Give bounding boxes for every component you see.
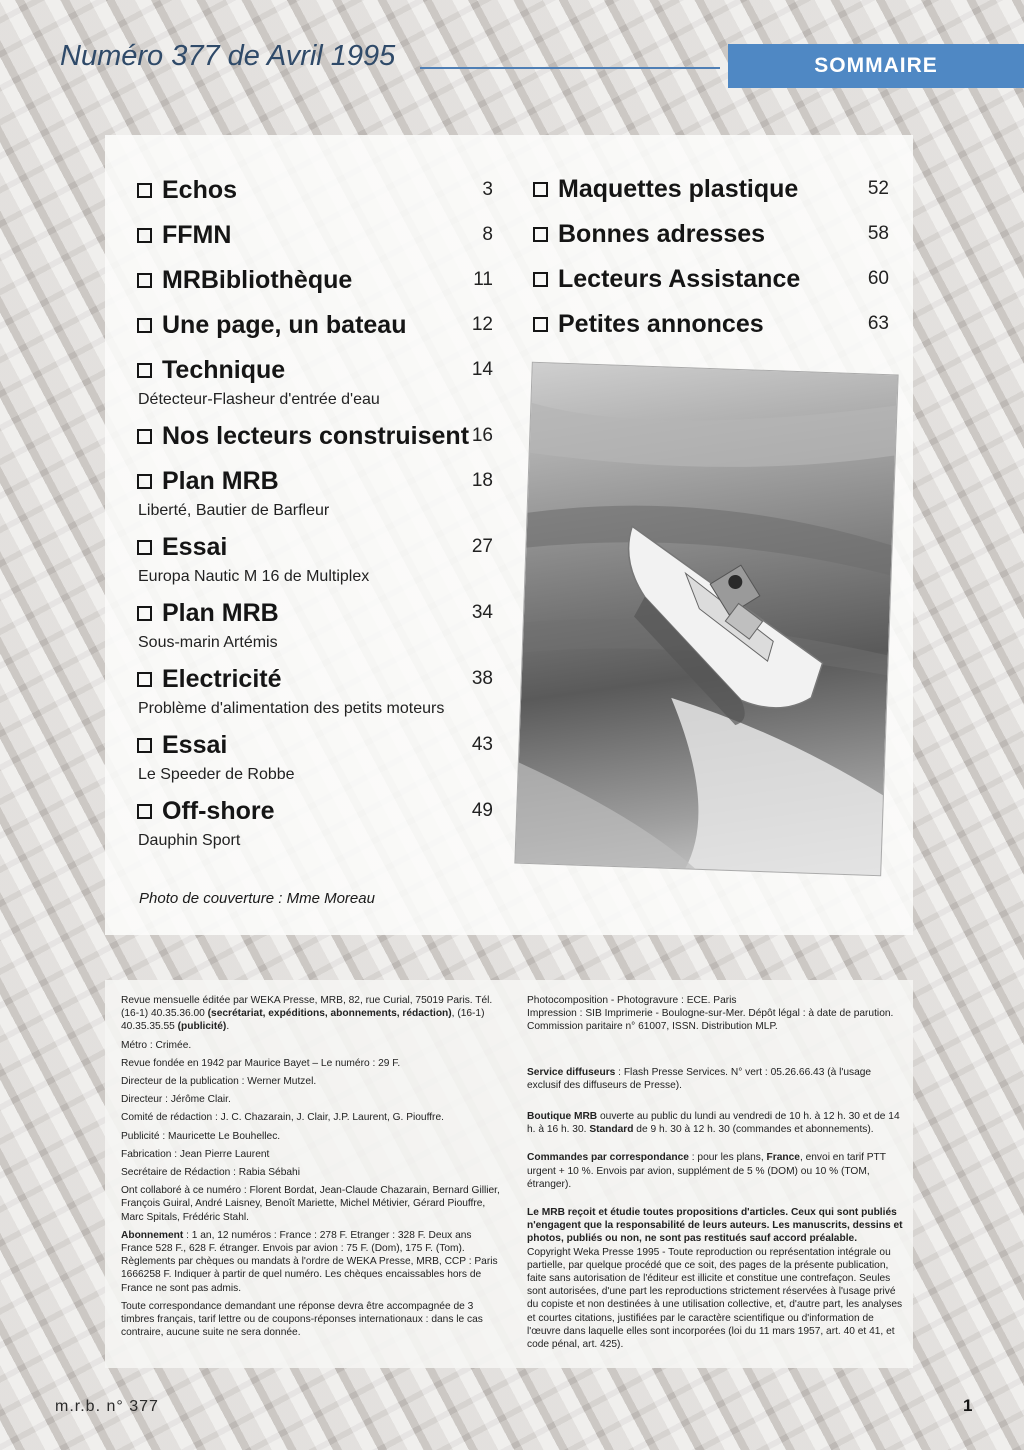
toc-entry-page: 8 (482, 224, 493, 245)
subscription-info: Abonnement : 1 an, 12 numéros : France : 278 F. Etranger : 328 F. Deux ans France 528 F., 628 F. étranger. Envois par avion : 75 F. (Dom), 175 F. (Tom). Règlements par chèques ou mandats à l'ordre de WEKA Presse, MRB, CCP : Paris 1666258 F. Indiquer à partir de quel numéro. Les chèques encaissables hors de France ne sont pas admis. (121, 1229, 498, 1294)
checkbox-icon (137, 273, 152, 288)
toc-entry-page: 18 (471, 470, 493, 491)
checkbox-icon (137, 429, 152, 444)
masthead-info (105, 980, 913, 1368)
toc-entry-essai-europa[interactable] (137, 532, 493, 586)
toc-entry-page: 34 (471, 602, 493, 623)
toc-entry-title: MRBibliothèque (162, 265, 353, 294)
toc-entry-title: Bonnes adresses (558, 219, 766, 248)
checkbox-icon (137, 672, 152, 687)
toc-entry-petites-annonces[interactable] (533, 309, 889, 339)
toc-entry-title: Lecteurs Assistance (558, 264, 801, 293)
toc-entry-title: FFMN (162, 220, 232, 249)
publication-director: Directeur de la publication : Werner Mutzel. (121, 1076, 317, 1088)
toc-entry-maquettes[interactable] (533, 174, 889, 204)
toc-entry-page: 38 (471, 668, 493, 689)
toc-entry-plan-mrb-artemis[interactable] (137, 598, 493, 652)
toc-entry-echos[interactable] (137, 175, 493, 205)
masthead-left-column (121, 994, 506, 1344)
toc-entry-page: 49 (471, 800, 493, 821)
toc-entry-title: Plan MRB (162, 466, 279, 495)
founded-info: Revue fondée en 1942 par Maurice Bayet – Le numéro : 29 F. (121, 1057, 401, 1069)
photo-credit: Photo de couverture : Mme Moreau (139, 890, 375, 907)
toc-entry-subtitle: Détecteur-Flasheur d'entrée d'eau (138, 391, 380, 408)
toc-entry-page: 52 (867, 178, 889, 199)
toc-entry-ffmn[interactable] (137, 220, 493, 250)
toc-entry-subtitle: Le Speeder de Robbe (138, 766, 295, 783)
toc-entry-page: 58 (867, 223, 889, 244)
toc-entry-title: Off-shore (162, 796, 275, 825)
checkbox-icon (533, 227, 548, 242)
toc-entry-page: 63 (867, 313, 889, 334)
toc-entry-technique[interactable] (137, 355, 493, 409)
toc-entry-page: 11 (473, 269, 493, 290)
checkbox-icon (533, 272, 548, 287)
checkbox-icon (137, 183, 152, 198)
toc-entry-subtitle: Europa Nautic M 16 de Multiplex (138, 568, 370, 585)
checkbox-icon (137, 363, 152, 378)
toc-entry-title: Maquettes plastique (558, 174, 799, 203)
issue-title: Numéro 377 de Avril 1995 (60, 40, 396, 72)
toc-entry-plan-mrb-liberte[interactable] (137, 466, 493, 520)
toc-entry-subtitle: Sous-marin Artémis (138, 634, 278, 651)
correspondence-info: Toute correspondance demandant une réponse devra être accompagnée de 3 timbres français, tarif lettre ou de coupons-réponses internationaux : dans le cas contraire, aucune suite ne sera donnée. (121, 1300, 483, 1339)
fabrication: Fabrication : Jean Pierre Laurent (121, 1148, 270, 1160)
toc-entry-title: Petites annonces (558, 309, 764, 338)
director: Directeur : Jérôme Clair. (121, 1094, 231, 1106)
toc-entry-title: Technique (162, 355, 286, 384)
toc-entry-title: Essai (162, 730, 228, 759)
sommaire-tab: SOMMAIRE (728, 44, 1024, 88)
toc-entry-page: 3 (482, 179, 493, 200)
footer-magazine-ref: m.r.b. n° 377 (55, 1398, 159, 1415)
checkbox-icon (137, 606, 152, 621)
toc-entry-page: 43 (471, 734, 493, 755)
shop-info: Boutique MRB ouverte au public du lundi au vendredi de 10 h. à 12 h. 30 et de 14 h. à 16 h. 30. Standard de 9 h. 30 à 12 h. 30 (commandes et abonnements). (527, 1111, 900, 1136)
toc-entry-mrbibliotheque[interactable] (137, 265, 493, 295)
toc-entry-page: 16 (471, 425, 493, 446)
submission-notice: Le MRB reçoit et étudie toutes propositions d'articles. Ceux qui sont publiés n'engagent que la responsabilité de leurs auteurs. Les manuscrits, dessins et photos, publiés ou non, ne sont pas restitués sauf accord préalable. (527, 1207, 903, 1245)
toc-entry-title: Echos (162, 175, 238, 204)
toc-entry-title: Essai (162, 532, 228, 561)
toc-entry-nos-lecteurs[interactable] (137, 421, 493, 451)
toc-entry-page: 14 (471, 359, 493, 380)
checkbox-icon (137, 474, 152, 489)
footer-page-number: 1 (963, 1396, 973, 1415)
toc-entry-essai-speeder[interactable] (137, 730, 493, 784)
copyright-notice: Copyright Weka Presse 1995 - Toute reproduction ou représentation intégrale ou partielle, par quelque procédé que ce soit, des pages de la présente publication, faite sans autorisation de l'éditeur est illicite et constitue une contrefaçon. Seules sont autorisées, d'une part les reproductions strictement réservées à l'usage privé du copiste et non destinées à une utilisation collective, et, d'autre part, les analyses et courtes citations, justifiées par le caractère scientifique ou d'information de l'œuvre dans laquelle elles sont incorporées (loi du 11 mars 1957, art. 40 et 41, et code pénal, art. 425). (527, 1246, 903, 1351)
checkbox-icon (137, 540, 152, 555)
speedboat-illustration (515, 363, 897, 875)
editorial-secretary: Secrétaire de Rédaction : Rabia Sébahi (121, 1167, 300, 1179)
cover-photo-speedboat (514, 362, 898, 877)
toc-entry-page: 27 (471, 536, 493, 557)
page-header (0, 0, 1024, 100)
checkbox-icon (533, 182, 548, 197)
toc-entry-une-page[interactable] (137, 310, 493, 340)
toc-entry-title: Electricité (162, 664, 282, 693)
contributors: Ont collaboré à ce numéro : Florent Bordat, Jean-Claude Chazarain, Bernard Gillier, François Guiral, André Laisney, Benoît Mariette, Michel Métivier, Gérard Piouffre, Marc Spitals, Frédéric Stahl. (121, 1185, 500, 1223)
toc-entry-page: 60 (867, 268, 889, 289)
editorial-committee: Comité de rédaction : J. C. Chazarain, J. Clair, J.P. Laurent, G. Piouffre. (121, 1112, 444, 1124)
header-rule (420, 67, 720, 69)
publisher-info: Revue mensuelle éditée par WEKA Presse, MRB, 82, rue Curial, 75019 Paris. Tél. (16-1) 40.35.36.00 (secrétariat, expéditions, abonnements, rédaction), (16-1) 40.35.35.55 (publicité). (121, 995, 493, 1033)
toc-entry-title: Une page, un bateau (162, 310, 407, 339)
metro-info: Métro : Crimée. (121, 1039, 192, 1051)
masthead-right-column (527, 994, 907, 1356)
toc-entry-subtitle: Liberté, Bautier de Barfleur (138, 502, 330, 519)
toc-entry-subtitle: Problème d'alimentation des petits moteurs (138, 700, 445, 717)
checkbox-icon (533, 317, 548, 332)
printing-info: Impression : SIB Imprimerie - Boulogne-sur-Mer. Dépôt légal : à date de parution. Commission paritaire n° 61007, ISSN. Distribution MLP. (527, 1008, 894, 1033)
distributor-service: Service diffuseurs : Flash Presse Services. N° vert : 05.26.66.43 (à l'usage exclusif des diffuseurs de Presse). (527, 1066, 872, 1091)
advertising: Publicité : Mauricette Le Bouhellec. (121, 1130, 281, 1142)
checkbox-icon (137, 804, 152, 819)
photocomposition: Photocomposition - Photogravure : ECE. Paris (527, 995, 737, 1006)
checkbox-icon (137, 228, 152, 243)
checkbox-icon (137, 318, 152, 333)
toc-entry-title: Nos lecteurs construisent (162, 421, 470, 450)
toc-entry-page: 12 (471, 314, 493, 335)
toc-entry-electricite[interactable] (137, 664, 493, 718)
mail-order-info: Commandes par correspondance : pour les plans, France, envoi en tarif PTT urgent + 10 %. Envois par avion, supplément de 5 % (DOM) ou 10 % (TOM, étranger). (527, 1152, 886, 1190)
toc-entry-off-shore[interactable] (137, 796, 493, 850)
toc-entry-subtitle: Dauphin Sport (138, 832, 241, 849)
checkbox-icon (137, 738, 152, 753)
toc-entry-bonnes-adresses[interactable] (533, 219, 889, 249)
toc-entry-title: Plan MRB (162, 598, 279, 627)
toc-entry-lecteurs-assistance[interactable] (533, 264, 889, 294)
